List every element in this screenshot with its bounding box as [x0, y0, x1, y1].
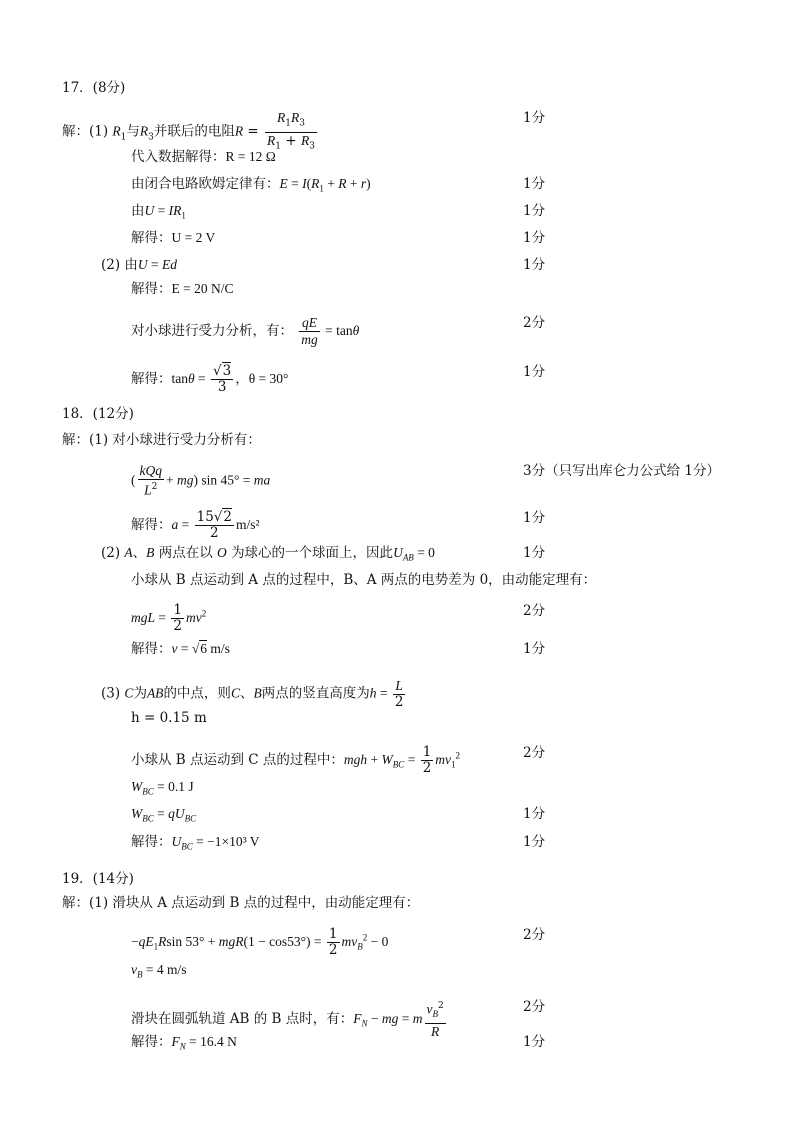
q18-header: 18．(12分) [62, 406, 134, 422]
q17-score-7: 1分 [523, 364, 546, 380]
q19-fn-value: = 16.4 N [189, 1034, 237, 1049]
q18-bc-line: 小球从 B 点运动到 C 点的过程中：mgh + $W_{BC}$ = $\frac{1}{2}$ $mv_1^2$ [131, 744, 461, 776]
q17-part1-label: (1) [89, 123, 109, 140]
q18-newton-line: ( kQq $L^2$ + mg) sin 45° = ma [131, 463, 271, 498]
q18-accel-unit: m/s² [236, 517, 260, 532]
q17-e-value: E = 20 N/C [171, 281, 234, 296]
q17-closed-circuit-line: 由闭合电路欧姆定律有：$E = I(R_1 + R + r)$ [131, 176, 371, 194]
q18-ubc-line: 解得：$U_{BC} = -1\times 10^3$ V [131, 834, 260, 852]
q18-bc-text: 小球从 B 点运动到 C 点的过程中： [131, 752, 344, 768]
q19-fn-line: 解得：$F_N = 16.4$ N [131, 1034, 237, 1052]
q17-part2-label: (2) [101, 257, 121, 273]
q17-jie: 解： [62, 123, 89, 140]
q18-half-fraction-2: $\frac{1}{2}$ [422, 744, 432, 776]
q19-score-2: 2分 [523, 999, 546, 1015]
q18-part2-label: (2) [101, 545, 121, 561]
q17-u-ir-line: 由$U = IR_1$ [131, 203, 186, 221]
q18-score-4: 2分 [523, 603, 546, 619]
q18-solve-text: 解得： [131, 517, 172, 533]
q18-energy-line: mgL = $\frac{1}{2}$ $mv^2$ [131, 602, 207, 634]
q18-score-3: 1分 [523, 545, 546, 561]
q18-w-line: $W_{BC} = 0.1$ J [131, 779, 194, 797]
q17-score-4: 1分 [523, 230, 546, 246]
q19-part1-line [62, 895, 419, 911]
q18-part3-text-b: 为 [133, 685, 147, 702]
q18-part3-text-c: 的中点，则 [163, 685, 231, 702]
q17-score-5: 1分 [523, 257, 546, 273]
q19-score-3: 1分 [523, 1034, 546, 1050]
q19-part1-text: (1) 滑块从 A 点运动到 B 点的过程中，由动能定理有： [89, 895, 420, 911]
q18-w-value: = 0.1 J [157, 779, 194, 794]
q18-score-5: 1分 [523, 641, 546, 657]
q17-you-text-2: 由 [124, 257, 138, 273]
q19-centripetal-fraction: $\frac{v_B^2}{R}$ [426, 1001, 444, 1040]
q17-u-value-line [131, 230, 215, 246]
q18-accel-line: 解得：a = $\frac{15√2}{2}$ m/s² [131, 509, 260, 541]
q19-score-1: 2分 [523, 927, 546, 943]
q18-h-value: h = 0.15 m [131, 710, 207, 726]
q17-solve-text-3: 解得： [131, 371, 172, 387]
q18-w-qu-line: $W_{BC} = qU_{BC}$ [131, 806, 197, 824]
q17-score-6: 2分 [523, 315, 546, 331]
q17-solve-text-2: 解得： [131, 281, 172, 297]
q17-sub-data-text: 代入数据解得： [131, 149, 226, 165]
q18-score-1: 3分（只写出库仑力公式给 1分） [523, 463, 720, 479]
q17-header: 17．(8分) [62, 80, 126, 96]
q18-part2-text-b: 两点在以 [158, 545, 213, 561]
q17-tan-fraction: $\frac{√3}{3}$ [213, 363, 232, 395]
q18-score-2: 1分 [523, 510, 546, 526]
q18-score-6: 2分 [523, 745, 546, 761]
q18-l-half-fraction: $\frac{L}{2}$ [394, 678, 404, 710]
q18-jie: 解： [62, 432, 89, 448]
q19-vb-value: = 4 m/s [145, 962, 187, 977]
q19-half-fraction: $\frac{1}{2}$ [328, 926, 338, 958]
q17-score-2: 1分 [523, 176, 546, 192]
q18-score-7: 1分 [523, 806, 546, 822]
q18-part2-line2: 小球从 B 点运动到 A 点的过程中，B、A 两点的电势差为 0，由动能定理有： [131, 572, 597, 588]
q17-force-text: 对小球进行受力分析，有： [131, 323, 293, 339]
q18-ubc-value: = −1×10³ V [196, 834, 260, 849]
q19-arc-line: 滑块在圆弧轨道 AB 的 B 点时，有：$F_N$ − mg = m $\frac{v_B^2}{R}$ [131, 1001, 444, 1040]
q18-v-unit: m/s [210, 641, 230, 656]
q17-e-value-line [131, 281, 234, 297]
q19-jie: 解： [62, 895, 89, 911]
q17-closed-circuit-text: 由闭合电路欧姆定律有： [131, 176, 280, 192]
q17-theta-line: 解得：tanθ = $\frac{√3}{3}$ ，θ = 30° [131, 363, 289, 395]
q19-arc-text: 滑块在圆弧轨道 AB 的 B 点时，有： [131, 1011, 354, 1028]
q19-solve-text: 解得： [131, 1034, 172, 1050]
q18-half-fraction: $\frac{1}{2}$ [173, 602, 182, 634]
q17-qe-mg-fraction: $\frac{qE}{mg}$ [301, 315, 318, 347]
q17-parallel-fraction: $\frac{R_1R_3}{R_1 + R_3}$ [267, 110, 315, 152]
q17-theta-value: θ = 30° [248, 371, 289, 386]
q17-score-3: 1分 [523, 203, 546, 219]
q19-header: 19．(14分) [62, 871, 134, 887]
q17-score-1: 1分 [523, 110, 546, 126]
q18-v-line: 解得：v = √6 m/s [131, 641, 230, 657]
q18-part1-line [62, 432, 261, 448]
q18-coulomb-fraction: kQq $L^2$ [139, 463, 162, 498]
q17-and-text: 与 [126, 123, 140, 140]
q17-u-value: U = 2 V [171, 230, 216, 245]
q17-force-line: 对小球进行受力分析，有： $\frac{qE}{mg}$ = tanθ [131, 315, 360, 347]
q18-part2-text-c: 为球心的一个球面上，因此 [231, 545, 394, 561]
q18-part3-text-d: 两点的竖直高度为 [261, 685, 370, 702]
q17-r-value: R = 12 Ω [225, 149, 276, 164]
q18-part3-line: (3) C为AB的中点，则C、B两点的竖直高度为h = $\frac{L}{2}$ [101, 678, 404, 710]
q17-part1-line: 解：(1) $R_1$与$R_3$并联后的电阻R = $\frac{R_1R_3}{R_1 + R_3}$ [62, 110, 319, 154]
q17-you-text: 由 [131, 203, 145, 219]
q18-solve-text-3: 解得： [131, 834, 172, 850]
q17-parallel-text: 并联后的电阻 [153, 123, 235, 140]
q17-solve-text: 解得： [131, 230, 172, 246]
q19-energy-line: $-qE_1Rsin$ 53° + mgR(1 − cos53°) = $\frac{1}{2}$ $mv_B^2 - 0$ [131, 926, 389, 958]
q18-score-8: 1分 [523, 834, 546, 850]
q19-vb-line: $v_B = 4$ m/s [131, 962, 187, 980]
q18-part3-label: (3) [101, 685, 121, 702]
q18-part2-line: (2) A、B 两点在以 O 为球心的一个球面上，因此$U_{AB} = 0$ [101, 545, 435, 563]
q17-sub-data-line [131, 149, 276, 165]
q18-solve-text-2: 解得： [131, 641, 172, 657]
q18-accel-fraction: $\frac{15√2}{2}$ [196, 509, 232, 541]
q18-part1-text: (1) 对小球进行受力分析有： [89, 432, 261, 448]
q17-part2-line: (2) 由U = Ed [101, 257, 178, 273]
